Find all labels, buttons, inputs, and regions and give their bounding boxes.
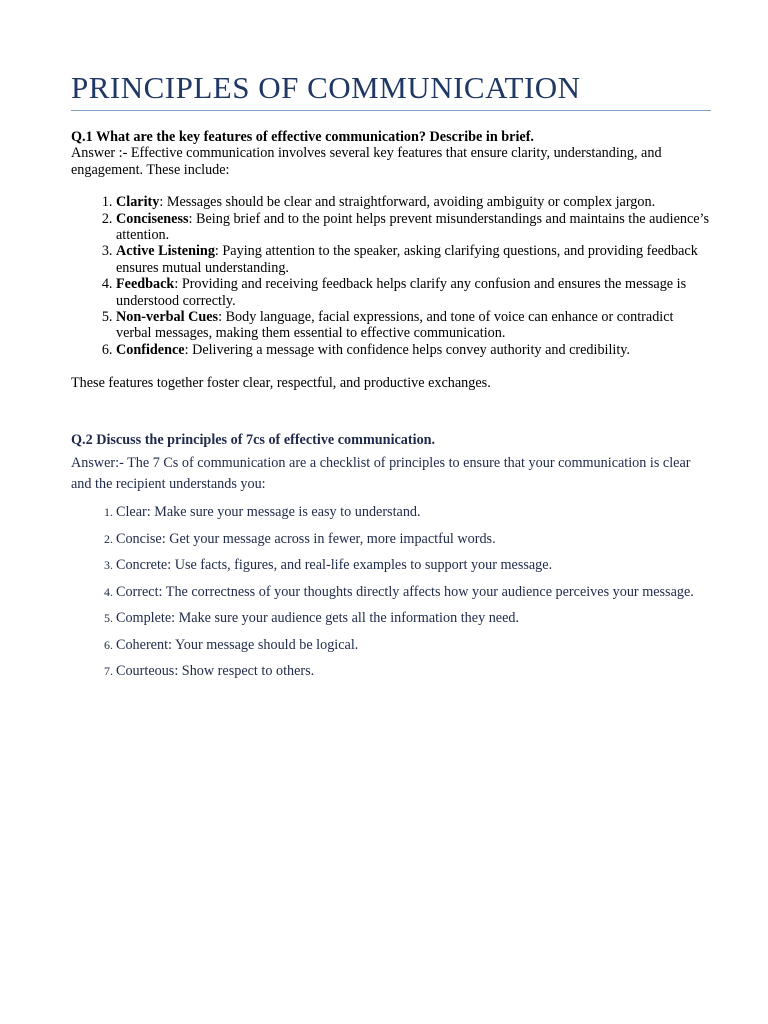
list-item: 6. Coherent: Your message should be logical. — [116, 635, 710, 655]
question-1-answer: Answer :- Effective communication involves several key features that ensure clarity, understanding, and engagement. These include: — [71, 145, 662, 178]
list-item — [116, 276, 710, 309]
list-item: 1. Clear: Make sure your message is easy to understand. — [116, 502, 710, 522]
list-item-text: : Delivering a message with confidence helps convey authority and credibility. — [184, 341, 631, 358]
list-item: 3. Concrete: Use facts, figures, and real-life examples to support your message. — [116, 555, 710, 575]
page-title: PRINCIPLES OF COMMUNICATION — [71, 70, 581, 105]
list-item-term: Active Listening — [116, 243, 215, 260]
list-item — [116, 211, 710, 244]
question-2-answer: Answer:- The 7 Cs of communication are a checklist of principles to ensure that your communication is clear and the recipient understands you: — [71, 455, 691, 493]
list-item: 5. Complete: Make sure your audience gets all the information they need. — [116, 608, 710, 628]
list-item-term: Confidence — [116, 341, 185, 358]
list-item-term: Non-verbal Cues — [116, 309, 219, 326]
key-features-list — [71, 194, 710, 358]
question-1-heading: Q.1 What are the key features of effective communication? Describe in brief. — [71, 129, 534, 145]
question-2-heading: Q.2 Discuss the principles of 7cs of effective communication. — [71, 431, 436, 448]
list-item: 2. Concise: Get your message across in fewer, more impactful words. — [116, 529, 710, 549]
list-item-text: : Body language, facial expressions, and tone of voice can enhance or contradict verbal messages, making them essential to effective communication. — [116, 309, 674, 342]
list-item-text: : Being brief and to the point helps prevent misunderstandings and maintains the audience’s attention. — [116, 210, 710, 244]
list-item-term: Feedback — [116, 276, 175, 293]
question-2-section — [71, 432, 710, 681]
list-item: 4. Correct: The correctness of your thoughts directly affects how your audience perceives your message. — [116, 582, 710, 602]
list-item — [116, 194, 710, 210]
list-item-text: : Providing and receiving feedback helps clarify any confusion and ensures the message is understood correctly. — [116, 276, 687, 309]
list-item — [116, 243, 710, 276]
list-item-term: Conciseness — [116, 210, 189, 227]
seven-cs-list — [71, 502, 710, 681]
list-item: 7. Courteous: Show respect to others. — [116, 661, 710, 681]
list-item — [116, 342, 710, 358]
list-item-term: Clarity — [116, 194, 160, 211]
list-item-text: : Messages should be clear and straightforward, avoiding ambiguity or complex jargon. — [159, 194, 656, 211]
list-item — [116, 309, 710, 342]
list-item-text: : Paying attention to the speaker, asking clarifying questions, and providing feedback ensures mutual understanding. — [116, 243, 698, 276]
question-1-section — [71, 129, 710, 392]
title-underline — [71, 110, 711, 111]
question-1-summary: These features together foster clear, respectful, and productive exchanges. — [71, 375, 491, 392]
